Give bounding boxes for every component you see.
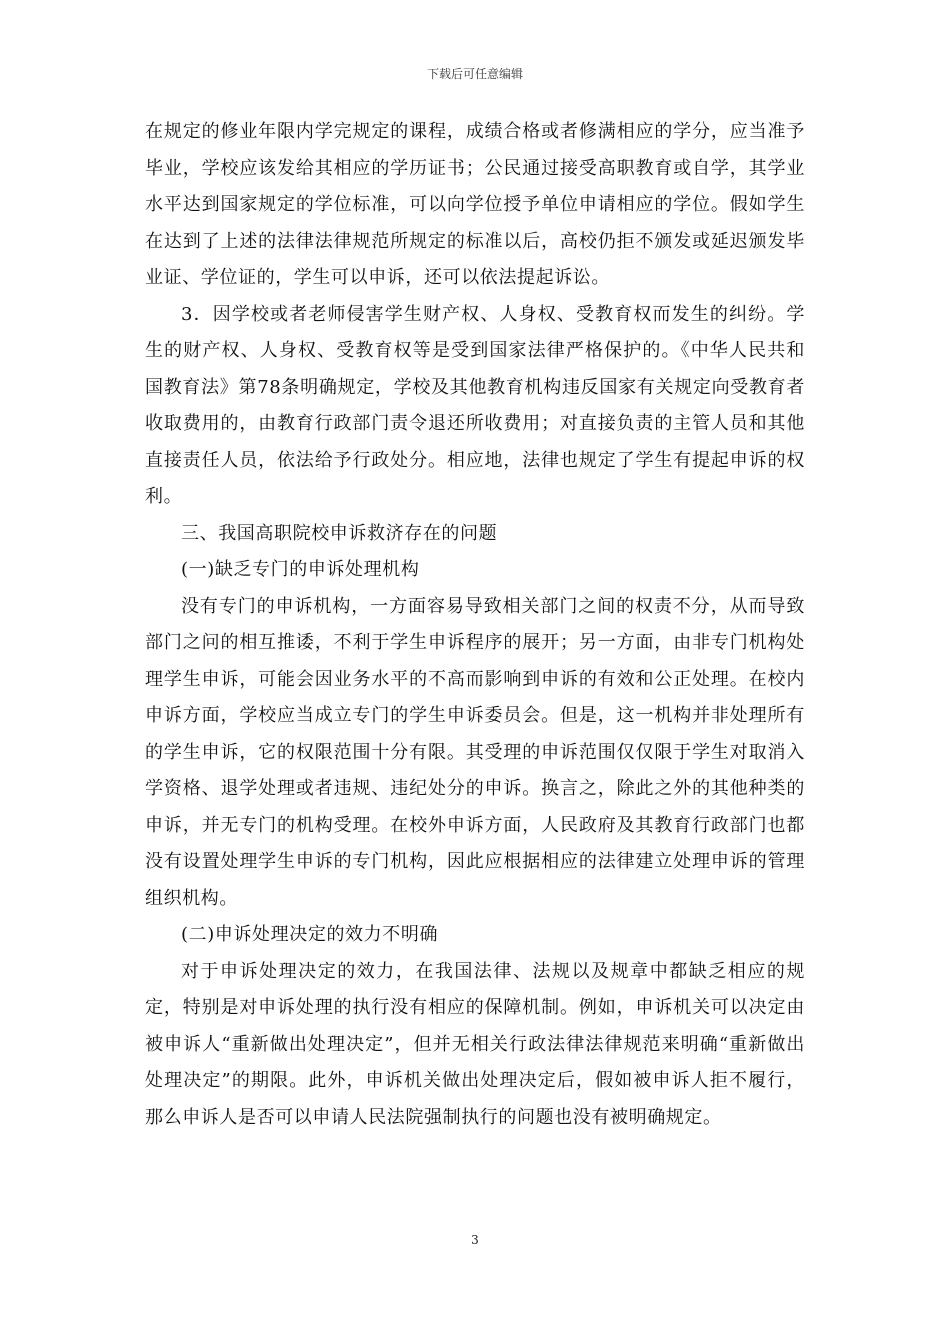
document-body (145, 114, 805, 1136)
body-paragraph: 在规定的修业年限内学完规定的课程，成绩合格或者修满相应的学分，应当准予毕业，学校应该发给其相应的学历证书；公民通过接受高职教育或自学，其学业水平达到国家规定的学位标准，可以向学位授予单位申请相应的学位。假如学生在达到了上述的法律法律规范所规定的标准以后，高校仍拒不颁发或延迟颁发毕业证、学位证的，学生可以申诉，还可以依法提起诉讼。 (145, 121, 805, 288)
body-paragraph: 3．因学校或者老师侵害学生财产权、人身权、受教育权而发生的纠纷。学生的财产权、人身权、受教育权等是受到国家法律严格保护的。《中华人民共和国教育法》第78条明确规定，学校及其他教育机构违反国家有关规定向受教育者收取费用的，由教育行政部门责令退还所收费用；对直接负责的主管人员和其他直接责任人员，依法给予行政处分。相应地，法律也规定了学生有提起申诉的权利。 (145, 303, 805, 507)
page-number: 3 (471, 1233, 479, 1247)
subsection-heading: (二)申诉处理决定的效力不明确 (181, 924, 439, 945)
subsection-heading: (一)缺乏专门的申诉处理机构 (181, 559, 420, 580)
page-header: 下载后可任意编辑 (426, 67, 523, 81)
section-heading: 三、我国高职院校申诉救济存在的问题 (181, 522, 498, 544)
body-paragraph: 对于申诉处理决定的效力，在我国法律、法规以及规章中都缺乏相应的规定，特别是对申诉处理的执行没有相应的保障机制。例如，申诉机关可以决定由被申诉人“重新做出处理决定”，但并无相关行政法律法律规范来明确“重新做出处理决定”的期限。此外，申诉机关做出处理决定后，假如被申诉人拒不履行，那么申诉人是否可以申请人民法院强制执行的问题也没有被明确规定。 (145, 960, 805, 1128)
body-paragraph: 没有专门的申诉机构，一方面容易导致相关部门之间的权责不分，从而导致部门之问的相互推诿，不利于学生申诉程序的展开；另一方面，由非专门机构处理学生申诉，可能会因业务水平的不高而影响到申诉的有效和公正处理。在校内申诉方面，学校应当成立专门的学生申诉委员会。但是，这一机构并非处理所有的学生申诉，它的权限范围十分有限。其受理的申诉范围仅仅限于学生对取消入学资格、退学处理或者违规、违纪处分的申诉。换言之，除此之外的其他种类的申诉，并无专门的机构受理。在校外申诉方面，人民政府及其教育行政部门也都没有设置处理学生申诉的专门机构，因此应根据相应的法律建立处理申诉的管理组织机构。 (145, 595, 805, 909)
